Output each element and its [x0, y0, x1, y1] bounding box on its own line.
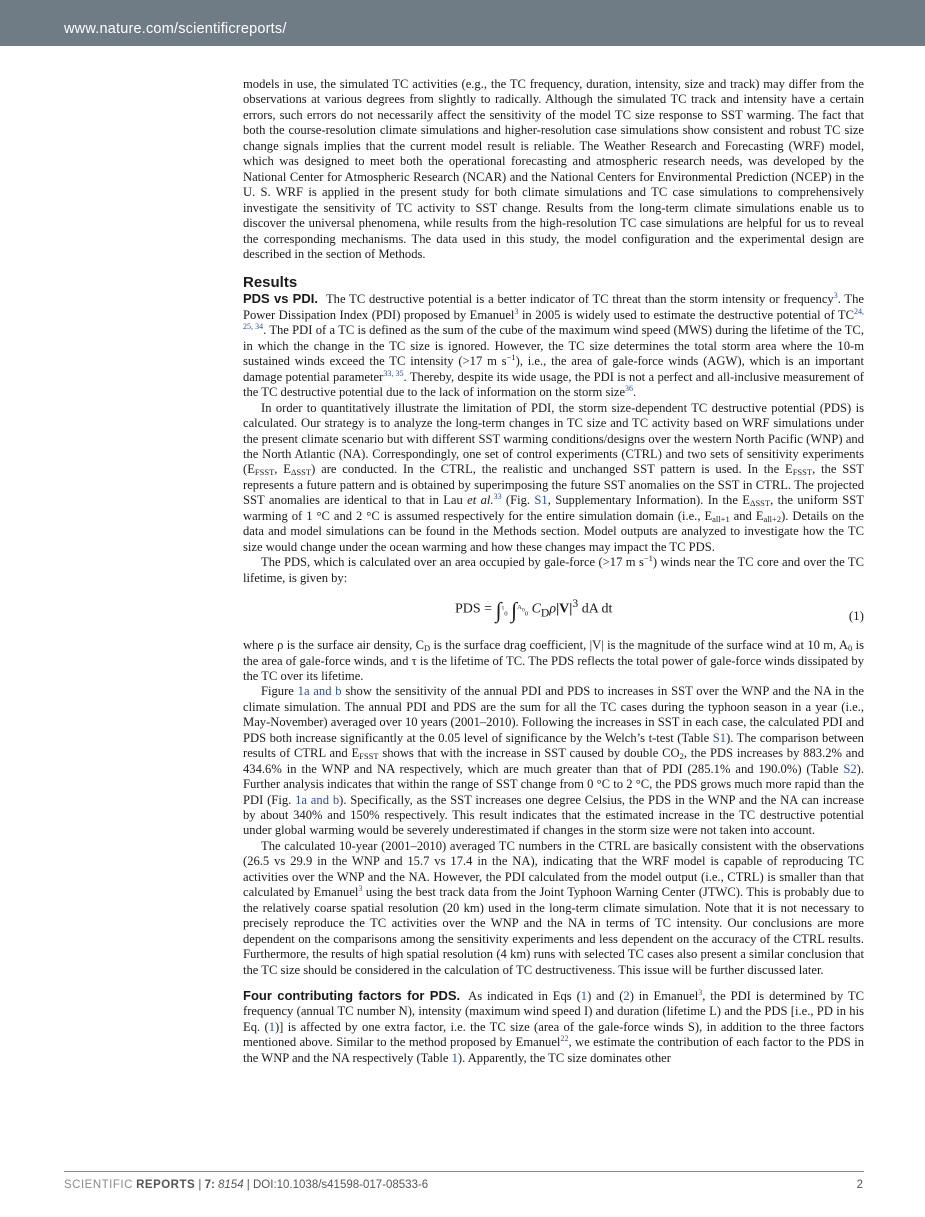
- text-segment: ) winds near the TC core and over the TC lifetime, is given by:: [243, 555, 864, 585]
- text-segment: ) are conducted. In the CTRL, the realistic and unchanged SST pattern is used. In the E: [311, 462, 793, 477]
- text-segment: . The Power Dissipation Index (PDI) proposed by Emanuel: [243, 292, 865, 322]
- footer-divider: [64, 1171, 864, 1172]
- citation-ref[interactable]: 36: [625, 384, 634, 394]
- equation-body: [455, 596, 612, 622]
- text-segment: using the best track data from the Joint Typhoon Warning Center (JTWC). This is probably due to the relatively coarse spatial resolution (20 km) used in the long-term climate simulation. Note that it is not necessary to precisely reproduce the TC activities over the WNP and the NA in terms of TC intensity. Our conclusions are more dependent on the comparisons among the sensitivity experiments and less dependent on the accuracy of the CTRL results. Furthermore, the results of high spatial resolution (4 km) runs with selected TC cases also present a similar conclusion that the TC size should be considered in the calculation of TC destructiveness. This issue will be further discussed later.: [243, 885, 864, 977]
- citation-ref[interactable]: 3: [698, 988, 703, 998]
- superscript: −1: [643, 553, 653, 564]
- citation-ref[interactable]: 3: [358, 884, 363, 894]
- section-gap: [243, 978, 864, 988]
- pds-strategy-paragraph: [243, 401, 864, 556]
- wind-magnitude: |V|: [556, 601, 573, 617]
- text-segment: In order to quantitatively illustrate the limitation of PDI, the storm size-dependent TC destructive potential (PDS) is calculated. Our strategy is to analyze the long-term changes in TC size and TC activity based on WRF simulations under the present climate scenario but with different SST warming conditions/designs over the western North Pacific (WNP) and the North Atlantic (NA). Correspondingly, one set of control experiments (CTRL) and two sets of sensitivity experiments (E: [243, 400, 864, 477]
- table-link[interactable]: 1: [451, 1050, 458, 1065]
- table-link[interactable]: S2: [843, 761, 857, 776]
- variables-paragraph: [243, 638, 864, 684]
- text-segment: , Supplementary Information). In the E: [547, 493, 750, 508]
- text-segment: where ρ is the surface air density, C: [243, 638, 425, 653]
- integral-limits: [501, 604, 508, 618]
- upper-limit-subscript: 0: [521, 607, 525, 614]
- text-segment: . The PDI of a TC is defined as the sum of the cube of the maximum wind speed (MWS) during the lifetime of the TC, in which the change in the TC size is ignored. However, the TC size determines the total storm area where the 10-m sustained winds exceed the TC intensity (>17 m s: [243, 323, 864, 369]
- journal-header-bar: [0, 0, 925, 46]
- four-factors-paragraph: [243, 988, 864, 1066]
- drag-coefficient: C: [531, 601, 541, 617]
- equation-lhs: PDS =: [455, 601, 493, 617]
- text-segment: is the area of gale-force winds, and τ is the lifetime of TC. The PDS reflects the total power of gale-force winds dissipated by the TC over its lifetime.: [243, 638, 864, 683]
- intro-paragraph: models in use, the simulated TC activities (e.g., the TC frequency, duration, intensity, size and track) may differ from the observations at various degrees from slightly to radically. Although the simulated TC track and intensity have a certain errors, such errors do not necessarily affect the sensitivity of the model TC size response to SST warming. The fact that both the course-resolution climate simulations and higher-resolution case simulations show consistent and robust TC size change signals implies that the current model result is reliable. The Weather Research and Forecasting (WRF) model, which was designed to meet both the operational forecasting and atmospheric research needs, was developed by the National Center for Atmospheric Research (NCAR) and the National Centers for Environmental Prediction (NCEP) in the U. S. WRF is applied in the present study for both climate simulations and TC case simulations to comprehensively investigate the sensitivity of TC activity to SST change. Results from the long-term climate simulations enable us to discover the universal phenomena, while results from the high-resolution TC case simulations are helpful for us to reveal the corresponding mechanisms. The data used in this study, the model configuration and the experimental design are described in the section of Methods.: [243, 77, 864, 261]
- drag-subscript: D: [540, 606, 550, 620]
- pds-equation: [243, 592, 864, 634]
- text-segment: The calculated 10-year (2001–2010) averaged TC numbers in the CTRL are basically consistent with the observations (26.5 vs 29.9 in the WNP and 15.7 vs 17.4 in the NA), indicating that the WRF model is capable of reproducing TC activities over the WNP and the NA. However, the PDI calculated from the model output (i.e., CTRL) is smaller than that calculated by Emanuel: [243, 838, 864, 900]
- upper-limit: τ: [501, 604, 505, 612]
- et-al: et al.: [467, 493, 494, 508]
- text-segment: ). Specifically, as the SST increases one degree Celsius, the PDS in the WNP and the NA can increase by about 340% and 150% respectively. This result indicates that the estimated increase in the TC destructive potential under global warming would be severely underestimated if changes in the storm size were not taken into account.: [243, 792, 865, 838]
- footer-separator: |: [243, 1179, 253, 1191]
- article-body: [243, 77, 864, 1066]
- subscript: FSST: [359, 751, 379, 762]
- footer-separator: |: [195, 1179, 205, 1191]
- integral-sign-icon: ∫: [511, 597, 518, 623]
- equation-link[interactable]: 2: [623, 989, 630, 1004]
- text-segment: )] is affected by one extra factor, i.e. the TC size (area of the gale-force winds S), in addition to the three factors mentioned above. Similar to the method proposed by Emanuel: [243, 1019, 864, 1050]
- doi-text[interactable]: DOI:10.1038/s41598-017-08533-6: [253, 1179, 429, 1191]
- text-segment: As indicated in Eqs (: [468, 989, 581, 1004]
- integral-sign-icon: ∫: [495, 597, 502, 623]
- results-heading: Results: [243, 274, 298, 292]
- pds-vs-pdi-paragraph: [243, 291, 864, 400]
- figure-link[interactable]: 1a and b: [297, 684, 342, 699]
- text-segment: ). Apparently, the TC size dominates other: [457, 1050, 671, 1065]
- citation-ref[interactable]: 33, 35: [383, 368, 404, 378]
- subscript: FSST: [254, 467, 275, 478]
- text-segment: ) in Emanuel: [629, 989, 699, 1004]
- subscript: 2: [679, 751, 684, 762]
- lower-limit: 0: [524, 610, 529, 618]
- differentials: dA dt: [578, 601, 613, 617]
- text-segment: , we estimate the contribution of each factor to the PDS in the WNP and the NA respectively (Table: [243, 1035, 864, 1065]
- subscript: ΔSST: [749, 498, 771, 509]
- text-segment: ) and (: [587, 989, 624, 1004]
- table-link[interactable]: S1: [712, 730, 727, 745]
- text-segment: The PDS, which is calculated over an area occupied by gale-force (>17 m s: [261, 555, 644, 570]
- figure-link[interactable]: S1: [534, 493, 548, 508]
- text-segment: ). Further analysis indicates that within the range of SST change from 0 °C to 2 °C, the PDS grows much more rapid than the PDI (Fig.: [243, 761, 864, 807]
- pds-vs-pdi-heading: PDS vs PDI.: [243, 291, 318, 307]
- text-segment: and E: [729, 508, 764, 523]
- volume-number: 7:: [204, 1179, 215, 1191]
- text-segment: is the surface drag coefficient, |V| is the magnitude of the surface wind at 10 m, A: [430, 638, 848, 653]
- text-segment: , the uniform SST warming of 1 °C and 2 °C is assumed respectively for the entire simulation domain (i.e., E: [243, 493, 864, 523]
- text-segment: .: [633, 385, 637, 400]
- figure-link[interactable]: 1a and b: [295, 792, 340, 807]
- citation-ref[interactable]: 33: [493, 492, 502, 502]
- density-symbol: ρ: [549, 601, 557, 617]
- subscript: all+1: [712, 513, 730, 524]
- text-segment: shows that with the increase in SST caused by double CO: [378, 746, 680, 761]
- text-segment: (Fig.: [501, 493, 535, 508]
- tc-numbers-paragraph: [243, 839, 864, 978]
- footer-citation: [64, 1179, 428, 1191]
- text-segment: , the PDS increases by 883.2% and 434.6% in the WNP and NA respectively, which are much greater than that of PDI (285.1% and 190.0%) (Table: [243, 746, 864, 776]
- text-segment: , the SST represents a future pattern and is obtained by superimposing the future SST anomalies on the SST in CTRL. The projected SST anomalies are identical to that in Lau: [243, 462, 864, 508]
- sensitivity-paragraph: [243, 684, 864, 839]
- journal-brand-bold: REPORTS: [136, 1179, 196, 1191]
- text-segment: show the sensitivity of the annual PDI and PDS to increases in SST over the WNP and the NA in the climate simulation. The annual PDI and PDS are the sum for all the TC cases during the typhoon season in a year (i.e., May-November) averaged over 10 years (2001–2010). Following the increases in SST in each case, the calculated PDI and PDS both increase significantly at the 0.05 level of significance by the Welch’s t-test (Table: [243, 684, 864, 745]
- lower-limit: 0: [504, 610, 508, 618]
- journal-brand-light: SCIENTIFIC: [64, 1179, 133, 1191]
- citation-ref[interactable]: 3: [833, 291, 838, 301]
- equation-link[interactable]: 1: [580, 989, 588, 1004]
- equation-number: (1): [848, 608, 864, 624]
- subscript: ΔSST: [290, 467, 312, 478]
- upper-limit-symbol: A: [517, 604, 522, 612]
- upper-limit: [517, 604, 525, 614]
- pds-definition-paragraph: [243, 555, 864, 586]
- text-segment: in 2005 is widely used to estimate the destructive potential of TC: [518, 307, 854, 322]
- subscript: D: [424, 643, 431, 654]
- citation-ref[interactable]: 22: [560, 1034, 569, 1044]
- text-segment: ), i.e., the area of gale-force winds (AGW), which is an important damage potential parameter: [243, 354, 864, 384]
- integral-limits: [517, 604, 529, 618]
- subscript: all+2: [763, 513, 782, 524]
- superscript: −1: [506, 352, 516, 363]
- text-segment: , the PDI is determined by TC frequency (annual TC number N), intensity (maximum wind speed I) and duration (lifetime L) and the PDS [i.e., PD in his Eq. (: [243, 989, 864, 1034]
- text-segment: ). The comparison between results of CTRL and E: [243, 730, 864, 761]
- subscript: 0: [847, 643, 853, 654]
- power: 3: [572, 597, 579, 611]
- text-segment: . Thereby, despite its wide usage, the PDI is not a perfect and all-inclusive measurement of the TC destructive potential due to the lack of information on the storm size: [243, 369, 864, 400]
- text-segment: ). Details on the data and model simulations can be found in the Methods section. Model outputs are analyzed to investigate how the TC size would change under the ocean warming and how these changes may impact the TC PDS.: [243, 508, 864, 554]
- page-number: 2: [856, 1179, 863, 1191]
- equation-link[interactable]: 1: [268, 1019, 275, 1034]
- subscript: FSST: [792, 467, 813, 478]
- text-segment: , E: [274, 462, 291, 477]
- journal-url[interactable]: www.nature.com/scientificreports/: [64, 21, 287, 37]
- text-segment: Figure: [261, 684, 298, 699]
- citation-ref[interactable]: 3: [514, 306, 519, 316]
- text-segment: The TC destructive potential is a better indicator of TC threat than the storm intensity or frequency: [325, 292, 834, 307]
- four-factors-heading: Four contributing factors for PDS.: [243, 988, 461, 1004]
- citation-ref[interactable]: 24, 25, 34: [243, 306, 864, 332]
- article-number: 8154: [218, 1179, 244, 1191]
